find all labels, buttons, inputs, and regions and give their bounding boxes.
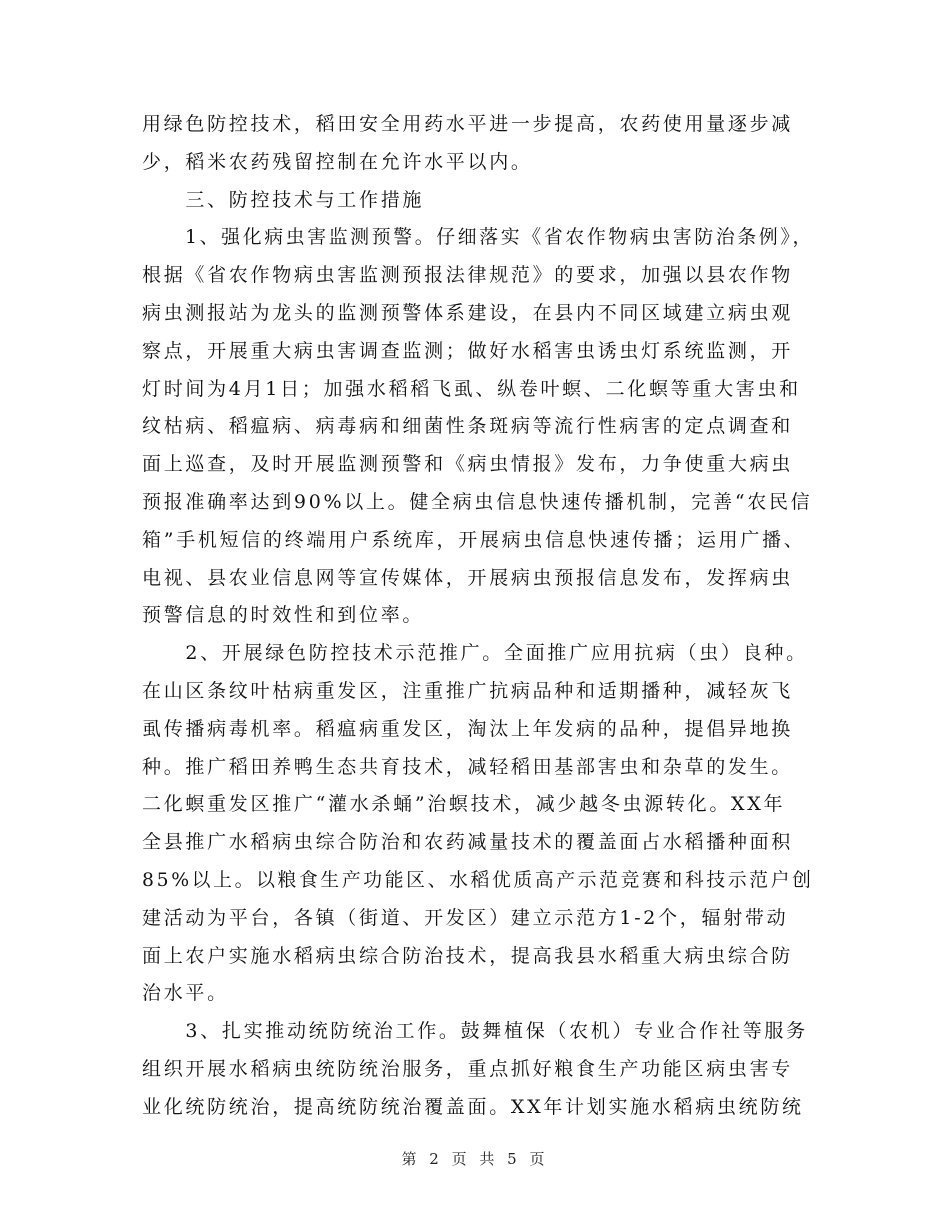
text-line: 少，稻米农药残留控制在允许水平以内。	[142, 150, 533, 173]
text-line: 预报准确率达到90%以上。健全病虫信息快速传播机制，完善“农民信	[142, 490, 813, 513]
text-line: 察点，开展重大病虫害调查监测；做好水稻害虫诱虫灯系统监测，开	[142, 339, 794, 362]
text-line: 85%以上。以粮食生产功能区、水稻优质高产示范竞赛和科技示范户创	[142, 868, 814, 891]
text-line: 电视、县农业信息网等宣传媒体，开展病虫预报信息发布，发挥病虫	[142, 566, 794, 589]
text-line: 面上巡查，及时开展监测预警和《病虫情报》发布，力争使重大病虫	[142, 453, 794, 476]
text-line: 预警信息的时效性和到位率。	[142, 604, 425, 627]
page-number-footer: 第 2 页 共 5 页	[401, 1150, 549, 1168]
text-line: 面上农户实施水稻病虫综合防治技术，提高我县水稻重大病虫综合防	[142, 944, 794, 967]
text-line: 3、扎实推动统防统治工作。鼓舞植保（农机）专业合作社等服务	[142, 1020, 808, 1043]
text-line: 虱传播病毒机率。稻瘟病重发区，淘汰上年发病的品种，提倡异地换	[142, 717, 794, 740]
text-line: 用绿色防控技术，稻田安全用药水平进一步提高，农药使用量逐步减	[142, 113, 794, 135]
text-line: 建活动为平台，各镇（街道、开发区）建立示范方1-2个，辐射带动	[142, 906, 789, 929]
text-line: 箱”手机短信的终端用户系统库，开展病虫信息快速传播；运用广播、	[142, 528, 806, 551]
text-line: 灯时间为4月1日；加强水稻稻飞虱、纵卷叶螟、二化螟等重大害虫和	[142, 377, 801, 400]
document-body	[142, 106, 814, 1127]
text-line: 种。推广稻田养鸭生态共育技术，减轻稻田基部害虫和杂草的发生。	[142, 755, 794, 778]
text-line: 纹枯病、稻瘟病、病毒病和细菌性条斑病等流行性病害的定点调查和	[142, 415, 794, 438]
text-line: 根据《省农作物病虫害监测预报法律规范》的要求，加强以县农作物	[142, 264, 794, 287]
text-line: 全县推广水稻病虫综合防治和农药减量技术的覆盖面占水稻播种面积	[142, 831, 794, 854]
section-heading: 三、防控技术与工作措施	[142, 188, 425, 211]
text-line: 二化螟重发区推广“灌水杀蛹”治螟技术，减少越冬虫源转化。XX年	[142, 793, 786, 816]
text-line: 在山区条纹叶枯病重发区，注重推广抗病品种和适期播种，减轻灰飞	[142, 679, 794, 702]
text-line: 2、开展绿色防控技术示范推广。全面推广应用抗病（虫）良种。	[142, 642, 808, 665]
text-line: 1、强化病虫害监测预警。仔细落实《省农作物病虫害防治条例》，	[142, 226, 815, 249]
text-line: 组织开展水稻病虫统防统治服务，重点抓好粮食生产功能区病虫害专	[142, 1057, 794, 1080]
text-line: 病虫测报站为龙头的监测预警体系建设，在县内不同区域建立病虫观	[142, 301, 794, 324]
text-line: 业化统防统治，提高统防统治覆盖面。XX年计划实施水稻病虫统防统	[142, 1095, 804, 1118]
text-line: 治水平。	[142, 982, 229, 1005]
